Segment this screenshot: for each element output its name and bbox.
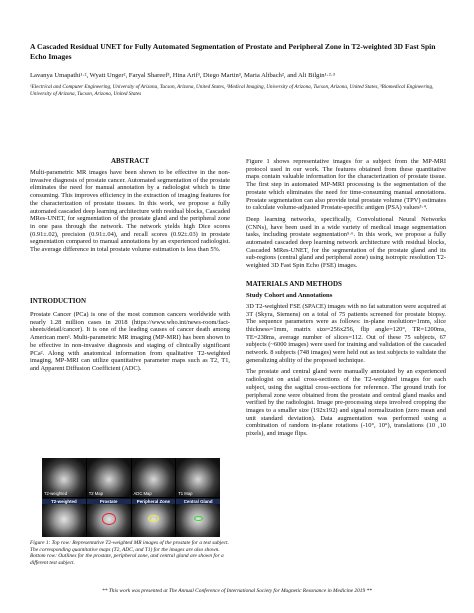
- figure-image-adcmap: [132, 458, 176, 497]
- figure-label: Peripheral Zone: [132, 499, 176, 504]
- figure-label: ADC Map: [133, 491, 152, 496]
- figure-image-t2map: [87, 458, 131, 497]
- paragraph-deep-learning: Deep learning networks, specifically, Convolutional Neural Networks (CNNs), have been used in a wide variety of medical image segmentation tasks, including prostate segmentation⁵·⁶. In this work, we propose a fully automated cascaded deep learning network architecture with residual blocks, Cascaded MRes-UNET, for the segmentation of the prostate gland and its sub-regions (central gland and peripheral zone) using isotropic resolution T2-weighted 3D Fast Spin Echo (FSE) images.: [246, 215, 446, 270]
- figure-label: T1 Map: [178, 491, 193, 496]
- abstract-section: [30, 157, 230, 254]
- paper-title: A Cascaded Residual UNET for Fully Automated Segmentation of Prostate and Peripheral Zone in T2-weighted 3D Fast Spin Echo Images: [30, 42, 436, 61]
- abstract-heading: ABSTRACT: [110, 157, 150, 165]
- figure-image-central-gland: [176, 498, 220, 537]
- author-list: Lavanya Umapathi¹·², Wyatt Unger², Faryal Shareef³, Hina Arif³, Diego Martin³, Maria Altbach², and Ali Bilgin¹·²·³: [30, 72, 335, 79]
- footnote: ** This work was presented at The Annual Conference of International Society for Magnetic Resonance in Medicine 2019 **: [102, 588, 372, 594]
- peripheral-zone-outline: [148, 515, 159, 522]
- figure-caption: Figure 1: Top row: Representative T2-weighted MR images of the prostate for a test subject. The corresponding quantitative maps (T2, ADC, and T1) for the images are also shown. Bottom row: Outlines for the prostate, peripheral zone, and central gland are shown for a different test subject.: [30, 540, 229, 566]
- figure-image-prostate: [87, 498, 131, 537]
- figure-image-t1map: [176, 458, 220, 497]
- figure-label: Prostate: [87, 499, 131, 504]
- introduction-heading: INTRODUCTION: [30, 297, 87, 305]
- figure-image-t2w-2: [42, 498, 86, 537]
- figure-label: T2-weighted: [44, 491, 68, 496]
- paragraph-cohort: 3D T2-weighted FSE (SPACE) images with no fat saturation were acquired at 3T (Skyra, Siemens) on a total of 75 patients screened for prostate biopsy. The sequence parameters were as follows: in-plane resolution=1mm, slice thickness=1mm, matrix size=256x256, flip angle=120°, TR=1200ms, TE=238ms, average number of slices=112. Out of these 75 subjects, 67 subjects (~6000 images) were used for training and validation of the cascaded network. 8 subjects (748 images) were held out as test subjects to validate the generalizing ability of the proposed technique.: [246, 302, 446, 364]
- methods-heading: MATERIALS AND METHODS: [246, 279, 342, 288]
- figure-label: Central Gland: [176, 499, 220, 504]
- cohort-heading: Study Cohort and Annotations: [246, 291, 333, 299]
- figure-label: T2 Map: [88, 491, 103, 496]
- figure-image-peripheral-zone: [132, 498, 176, 537]
- paragraph-figure-description: Figure 1 shows representative images for a subject from the MP-MRI protocol used in our work. The features obtained from these quantitative maps contain valuable information for the characterization of prostate tissue. The first step in automated MP-MRI processing is the segmentation of the prostate which eliminates the need for time-consuming manual annotations. Prostate segmentation can also provide total prostate volume (TPV) estimates to calculate volume-adjusted Prostate-specific antigen (PSA) values³·⁴.: [246, 158, 446, 212]
- right-column: [246, 158, 446, 438]
- paragraph-annotations: The prostate and central gland were manually annotated by an experienced radiologist on axial cross-sections of the T2-weighted images for each subject, using the sagittal cross-sections for reference. The ground truth for peripheral zone were obtained from the prostate and central gland masks and verified by the radiologist. Image pre-processing steps involved cropping the images to a smaller size (192x192) and signal normalization (zero mean and unit standard deviation). Data augmentation was performed using a combination of random in-plane rotations (-10°, 10°), translations (10 ,10 pixels), and image flips.: [246, 368, 446, 438]
- figure-label: T2-weighted: [42, 499, 86, 504]
- introduction-section: [30, 297, 230, 373]
- figure-top-row: [42, 458, 220, 497]
- figure-bottom-row: [42, 498, 220, 537]
- central-gland-outline: [194, 516, 203, 521]
- introduction-text: Prostate Cancer (PCa) is one of the most common cancers worldwide with nearly 1.28 million cases in 2018 (https://www.who.int/news-room/fact-sheets/detail/cancer). It is one of the leading causes of cancer death among American men¹. Multi-parametric MR imaging (MP-MRI) has been shown to be effective in non-invasive diagnosis and staging of clinically significant PCa². Along with anatomical information from qualitative T2-weighted imaging, MP-MRI can utilize quantitative parameter maps such as T2, T1, and Apparent Diffusion Coefficient (ADC).: [30, 311, 230, 372]
- prostate-outline: [102, 513, 116, 525]
- figure-1: [42, 458, 220, 537]
- abstract-text: Multi-parametric MR images have been shown to be effective in the non-invasive diagnosis of prostate cancer. Automated segmentation of the prostate eliminates the need for manual annotation by a radiologist which is time consuming. This improves efficiency in the extraction of imaging features for the characterization of prostate tissues. In this work, we propose a fully automated cascaded deep learning architecture with residual blocks, Cascaded MRes-UNET, for segmentation of the prostate gland and the peripheral zone in one pass through the network. The network yields high Dice scores (0.91±.02), precision (0.91±.04), and recall scores (0.92±.03) in prostate segmentation compared to manual annotations by an experienced radiologist. The average difference in total prostate volume estimation is less than 5%.: [30, 169, 230, 254]
- affiliations: ¹Electrical and Computer Engineering, University of Arizona, Tucson, Arizona, United States, ²Medical Imaging, University of Arizona, Tucson, Arizona, United States, ³Biomedical Engineering, University of Arizona, Tucson, Arizona, United States: [30, 84, 434, 97]
- figure-image-t2w: [42, 458, 86, 497]
